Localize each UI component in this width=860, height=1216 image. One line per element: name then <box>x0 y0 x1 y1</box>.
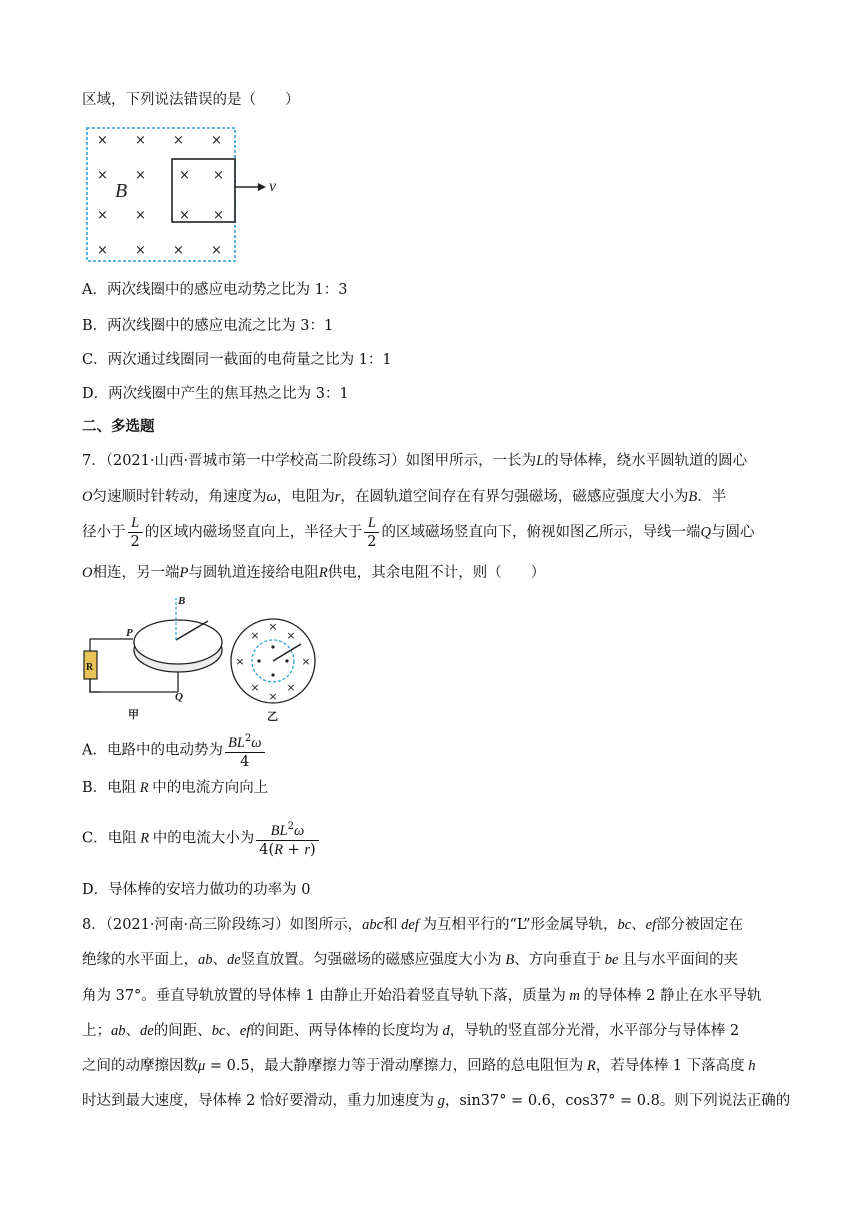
svg-text:×: × <box>135 208 146 223</box>
svg-text:×: × <box>179 168 190 183</box>
q7-line-4: O相连，另一端P与圆轨道连接给电阻R供电，其余电阻不计，则（ ） <box>82 565 546 581</box>
svg-text:×: × <box>97 243 108 258</box>
q7-option-b: B．电阻 R 中的电流方向向上 <box>82 780 269 796</box>
svg-text:×: × <box>97 133 108 148</box>
svg-text:×: × <box>97 208 108 223</box>
svg-text:×: × <box>173 133 184 148</box>
q8-line-6: 时达到最大速度，导体棒 2 恰好要滑动，重力加速度为 g，sin37° = 0.6，cos37° = 0.8。则下列说法正确的 <box>82 1093 791 1109</box>
q6-stem-tail: 区域，下列说法错误的是（ ） <box>82 92 300 108</box>
q8-line-3: 角为 37°。垂直导轨放置的导体棒 1 由静止开始沿着竖直导轨下落，质量为 m 的导体棒 2 静止在水平导轨 <box>82 988 762 1004</box>
q7-option-d: D．导体棒的安培力做功的功率为 0 <box>82 882 311 898</box>
svg-text:×: × <box>235 655 245 668</box>
q7-option-a: A．电路中的电动势为 $\frac{BL^2\omega}{4}$ <box>82 730 267 771</box>
field-B-label: B <box>178 595 186 607</box>
svg-text:×: × <box>211 243 222 258</box>
fig-yi-caption: 乙 <box>267 710 278 723</box>
q7-figure-yi <box>228 616 328 726</box>
q7-line-3: 径小于 $\frac{L}{2}$ 的区域内磁场竖直向上，半径大于 $\frac{L}{2}$ 的区域磁场竖直向下，俯视如图乙所示，导线一端Q与圆心 <box>82 515 755 550</box>
q6-option-b: B．两次线圈中的感应电流之比为 3：1 <box>82 318 334 334</box>
svg-text:×: × <box>135 133 146 148</box>
q7-line-1: 7．（2021·山西·晋城市第一中学校高二阶段练习）如图甲所示，一长为L的导体棒，绕水平圆轨道的圆心 <box>82 453 748 469</box>
section-title: 二、多选题 <box>82 418 155 435</box>
q6-option-c: C．两次通过线圈同一截面的电荷量之比为 1：1 <box>82 352 392 368</box>
svg-text:×: × <box>286 629 296 642</box>
svg-text:×: × <box>97 168 108 183</box>
svg-text:×: × <box>173 243 184 258</box>
q8-line-1: 8．（2021·河南·高三阶段练习）如图所示，abc和 def 为互相平行的“L”形金属导轨，bc、ef部分被固定在 <box>82 917 744 933</box>
svg-text:×: × <box>179 208 190 223</box>
q8-line-5: 之间的动摩擦因数μ = 0.5，最大静摩擦力等于滑动摩擦力，回路的总电阻恒为 R，若导体棒 1 下落高度 h <box>82 1058 756 1074</box>
svg-text:×: × <box>135 168 146 183</box>
svg-text:×: × <box>301 655 311 668</box>
svg-text:×: × <box>250 629 260 642</box>
q6-option-a: A．两次线圈中的感应电动势之比为 1：3 <box>82 282 348 298</box>
svg-text:×: × <box>211 133 222 148</box>
svg-text:×: × <box>286 681 296 694</box>
svg-text:×: × <box>250 681 260 694</box>
svg-text:×: × <box>213 168 224 183</box>
q7-line-2: O匀速顺时针转动，角速度为ω，电阻为r，在圆轨道空间存在有界匀强磁场，磁感应强度大小为B．半 <box>82 489 727 505</box>
svg-text:×: × <box>213 208 224 223</box>
point-Q-label: Q <box>175 691 183 703</box>
q6-field-label: B <box>115 180 128 202</box>
svg-text:×: × <box>268 690 278 703</box>
q8-line-2: 绝缘的水平面上，ab、de竖直放置。匀强磁场的磁感应强度大小为 B、方向垂直于 be 且与水平面间的夹 <box>82 952 739 968</box>
q7-option-c: C．电阻 R 中的电流大小为 $\frac{BL^2\omega}{4(R + r)}$ <box>82 818 321 859</box>
q6-figure <box>86 127 286 263</box>
q7-figure-jia <box>80 592 230 722</box>
fig-jia-caption: 甲 <box>128 708 139 721</box>
svg-text:×: × <box>268 620 278 633</box>
resistor-label: R <box>86 662 94 673</box>
q6-velocity-label: v <box>269 178 277 195</box>
svg-text:×: × <box>135 243 146 258</box>
q6-option-d: D．两次线圈中产生的焦耳热之比为 3：1 <box>82 386 349 402</box>
point-P-label: P <box>126 627 133 639</box>
q8-line-4: 上；ab、de的间距、bc、ef的间距、两导体棒的长度均为 d，导轨的竖直部分光滑，水平部分与导体棒 2 <box>82 1023 740 1039</box>
